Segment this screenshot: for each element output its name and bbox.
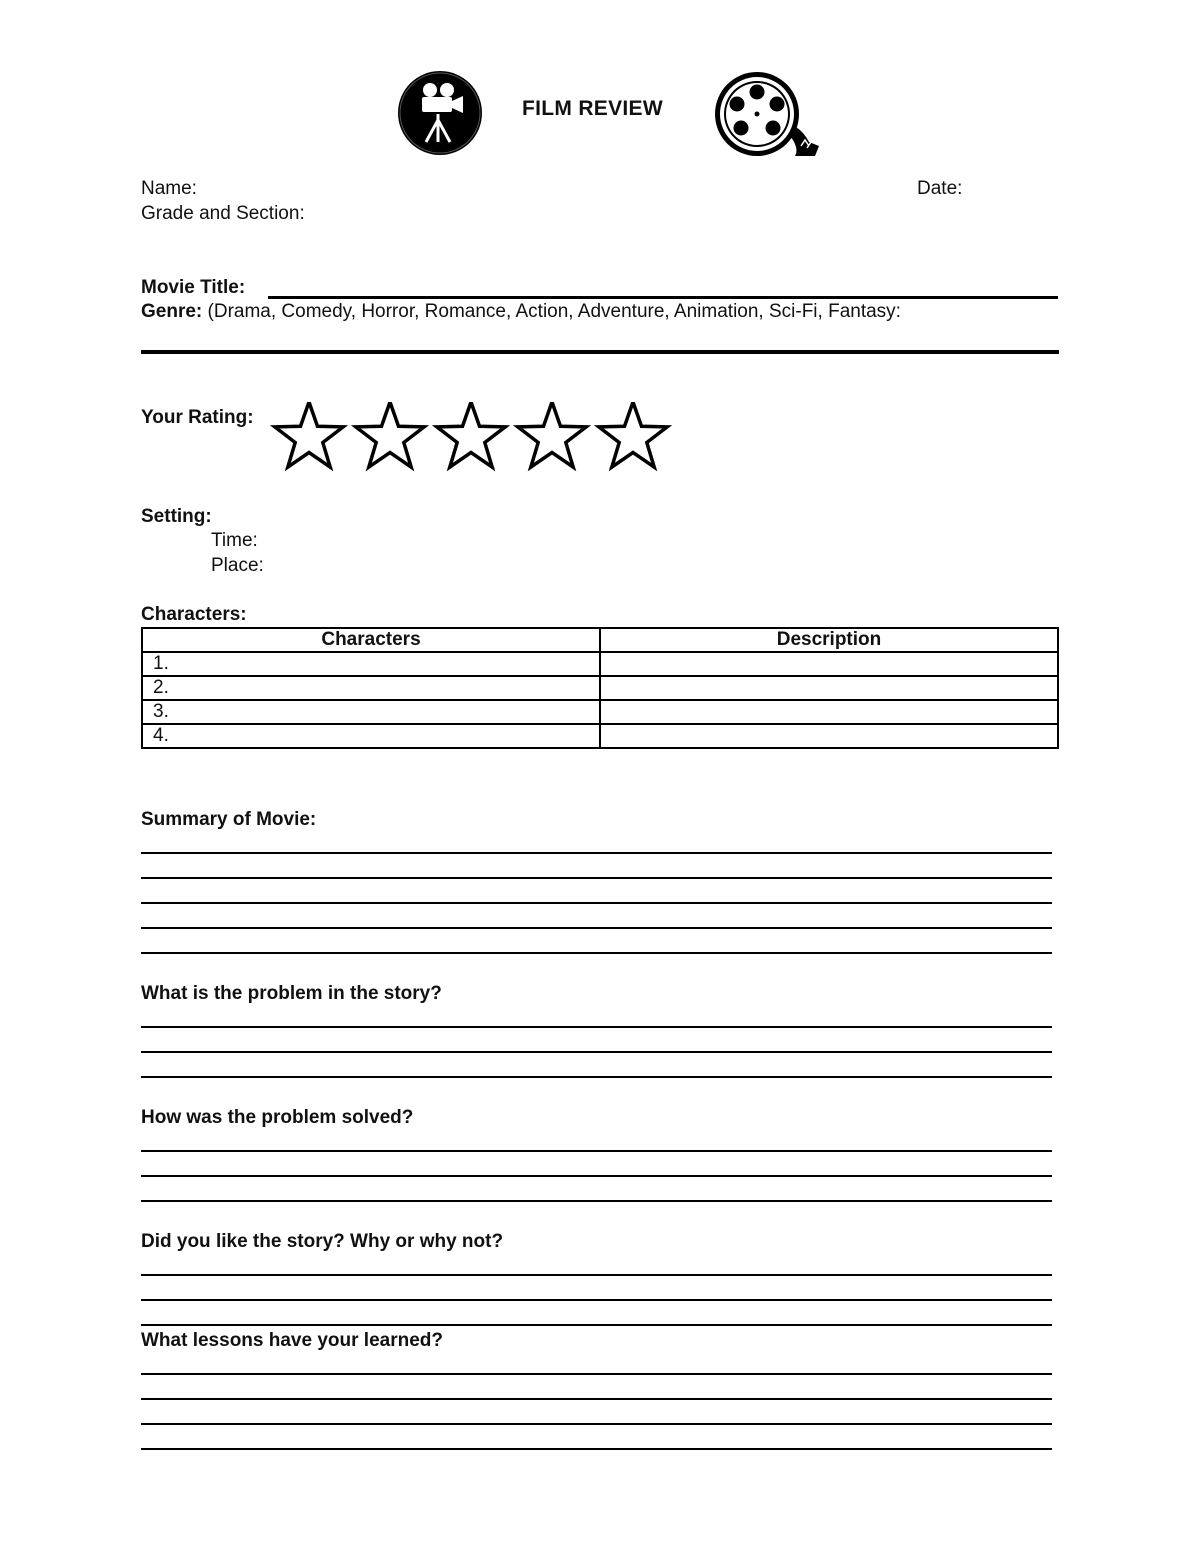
- character-cell[interactable]: 4.: [142, 724, 600, 748]
- grade-section-label: Grade and Section:: [141, 203, 305, 224]
- answer-line[interactable]: [141, 1051, 1052, 1053]
- genre-line: [141, 301, 901, 323]
- answer-line[interactable]: [141, 1423, 1052, 1425]
- star-outline-icon[interactable]: [594, 402, 672, 480]
- movie-title-label: Movie Title:: [141, 277, 246, 298]
- table-row: [142, 724, 1058, 748]
- name-label: Name:: [141, 178, 197, 199]
- answer-line[interactable]: [141, 852, 1052, 854]
- table-row: [142, 676, 1058, 700]
- star-outline-icon[interactable]: [513, 402, 591, 480]
- answer-line[interactable]: [141, 1448, 1052, 1450]
- movie-title-line[interactable]: [268, 296, 1058, 299]
- star-outline-icon[interactable]: [270, 402, 348, 480]
- page-title: FILM REVIEW: [522, 97, 663, 120]
- character-cell[interactable]: 2.: [142, 676, 600, 700]
- answer-line[interactable]: [141, 1398, 1052, 1400]
- genre-options: (Drama, Comedy, Horror, Romance, Action, Adventure, Animation, Sci-Fi, Fantasy:: [207, 301, 901, 322]
- description-cell[interactable]: [600, 724, 1058, 748]
- question-lessons: What lessons have your learned?: [141, 1330, 443, 1351]
- characters-label: Characters:: [141, 604, 247, 625]
- description-cell[interactable]: [600, 700, 1058, 724]
- rating-label: Your Rating:: [141, 407, 254, 428]
- place-label: Place:: [211, 555, 264, 576]
- answer-line[interactable]: [141, 1150, 1052, 1152]
- table-row: [142, 652, 1058, 676]
- star-outline-icon[interactable]: [432, 402, 510, 480]
- answer-line[interactable]: [141, 1324, 1052, 1326]
- question-summary: Summary of Movie:: [141, 809, 317, 830]
- description-cell[interactable]: [600, 652, 1058, 676]
- characters-table: [141, 627, 1059, 749]
- answer-line[interactable]: [141, 927, 1052, 929]
- answer-line[interactable]: [141, 1200, 1052, 1202]
- table-header-row: [142, 628, 1058, 652]
- time-label: Time:: [211, 530, 258, 551]
- question-liked-story: Did you like the story? Why or why not?: [141, 1231, 504, 1252]
- table-row: [142, 700, 1058, 724]
- answer-line[interactable]: [141, 1175, 1052, 1177]
- answer-line[interactable]: [141, 1026, 1052, 1028]
- question-problem: What is the problem in the story?: [141, 983, 442, 1004]
- star-outline-icon[interactable]: [351, 402, 429, 480]
- column-header-characters: Characters: [142, 628, 600, 652]
- answer-line[interactable]: [141, 1274, 1052, 1276]
- character-cell[interactable]: 3.: [142, 700, 600, 724]
- description-cell[interactable]: [600, 676, 1058, 700]
- answer-line[interactable]: [141, 1299, 1052, 1301]
- question-solution: How was the problem solved?: [141, 1107, 414, 1128]
- setting-label: Setting:: [141, 506, 212, 527]
- answer-line[interactable]: [141, 1373, 1052, 1375]
- column-header-description: Description: [600, 628, 1058, 652]
- genre-label: Genre:: [141, 301, 203, 322]
- rating-stars[interactable]: [270, 402, 690, 468]
- film-reel-icon: [713, 70, 823, 162]
- genre-answer-line[interactable]: [141, 350, 1059, 354]
- film-camera-icon: [397, 70, 483, 156]
- answer-line[interactable]: [141, 1076, 1052, 1078]
- date-label: Date:: [917, 178, 963, 199]
- answer-line[interactable]: [141, 877, 1052, 879]
- character-cell[interactable]: 1.: [142, 652, 600, 676]
- answer-line[interactable]: [141, 902, 1052, 904]
- answer-line[interactable]: [141, 952, 1052, 954]
